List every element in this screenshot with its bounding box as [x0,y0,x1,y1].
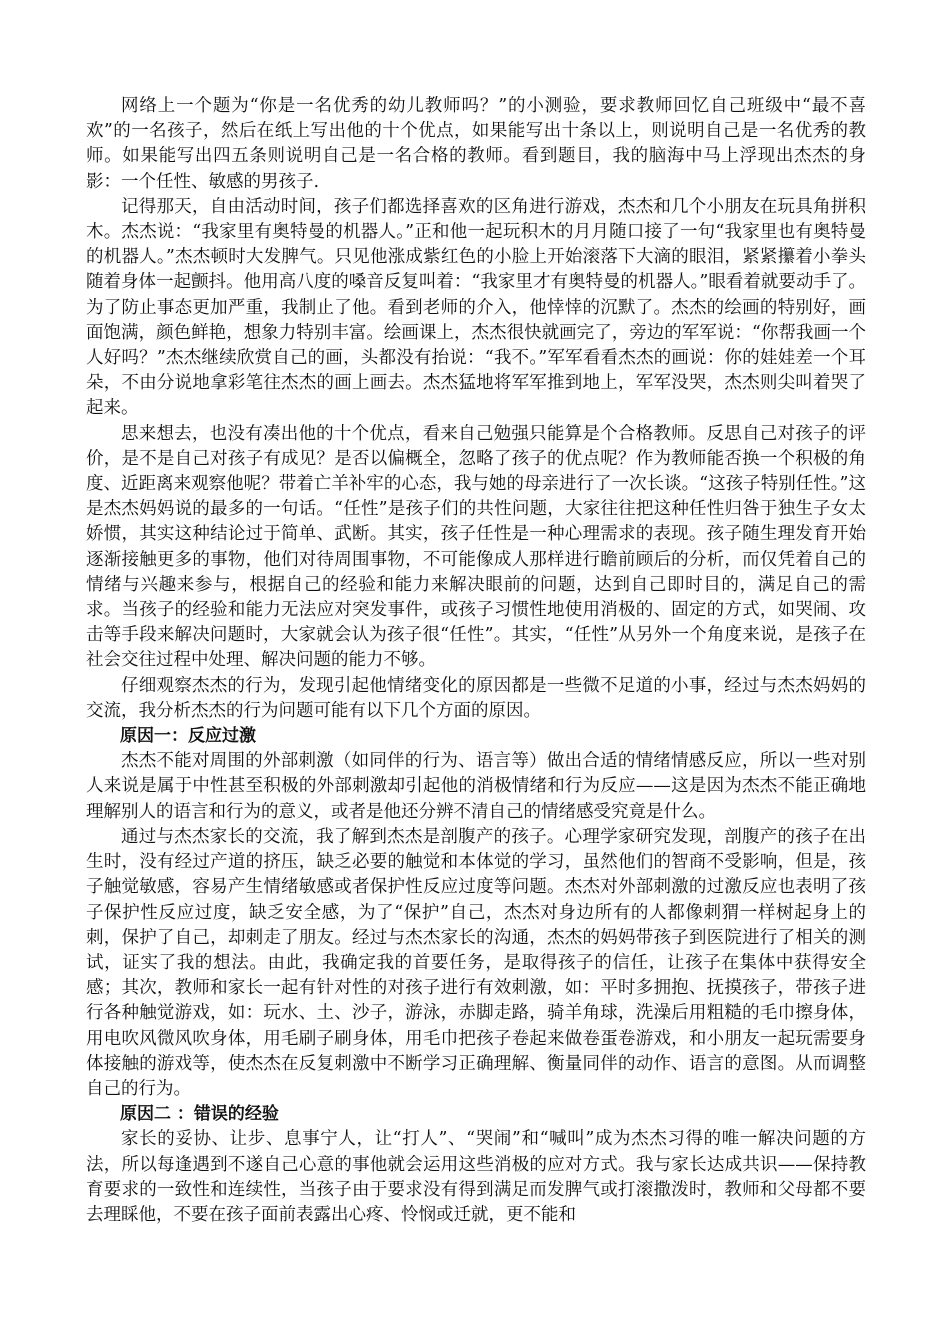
paragraph-reflection: 思来想去，也没有凑出他的十个优点，看来自己勉强只能算是个合格教师。反思自己对孩子的评价，是不是自己对孩子有成见？是否以偏概全，忽略了孩子的优点呢？作为教师能否换一个积极的角度、近距离来观察他呢？带着亡羊补牢的心态，我与她的母亲进行了一次长谈。“这孩子特别任性。”这是杰杰妈妈说的最多的一句话。“任性”是孩子们的共性问题，大家往往把这种任性归咎于独生子女太娇惯，其实这种结论过于简单、武断。其实，孩子任性是一种心理需求的表现。孩子随生理发育开始逐渐接触更多的事物，他们对待周围事物，不可能像成人那样进行瞻前顾后的分析，而仅凭着自己的情绪与兴趣来参与，根据自己的经验和能力来解决眼前的问题，达到自己即时目的，满足自己的需求。当孩子的经验和能力无法应对突发事件，或孩子习惯性地使用消极的、固定的方式，如哭闹、攻击等手段来解决问题时，大家就会认为孩子很“任性”。其实，“任性”从另外一个角度来说，是孩子在社会交往过程中处理、解决问题的能力不够。 [86,423,866,671]
paragraph-observation: 仔细观察杰杰的行为，发现引起他情绪变化的原因都是一些微不足道的小事，经过与杰杰妈妈的交流，我分析杰杰的行为问题可能有以下几个方面的原因。 [86,675,866,721]
paragraph-reason-one-analysis: 通过与杰杰家长的交流，我了解到杰杰是剖腹产的孩子。心理学家研究发现，剖腹产的孩子在出生时，没有经过产道的挤压，缺乏必要的触觉和本体觉的学习，虽然他们的智商不受影响，但是，孩子触觉敏感，容易产生情绪敏感或者保护性反应过度等问题。杰杰对外部刺激的过激反应也表明了孩子保护性反应过度，缺乏安全感，为了“保护”自己，杰杰对身边所有的人都像刺猬一样树起身上的刺，保护了自己，却刺走了朋友。经过与杰杰家长的沟通，杰杰的妈妈带孩子到医院进行了相关的测试，证实了我的想法。由此，我确定我的首要任务，是取得孩子的信任，让孩子在集体中获得安全感；其次，教师和家长一起有针对性的对孩子进行有效刺激，如：平时多拥抱、抚摸孩子，带孩子进行各种触觉游戏，如：玩水、土、沙子，游泳，赤脚走路，骑羊角球，洗澡后用粗糙的毛巾擦身体，用电吹风微风吹身体，用毛刷子刷身体，用毛巾把孩子卷起来做卷蛋卷游戏，和小朋友一起玩需要身体接触的游戏等，使杰杰在反复刺激中不断学习正确理解、衡量同伴的动作、语言的意图。从而调整自己的行为。 [86,826,866,1099]
paragraph-intro: 网络上一个题为“你是一名优秀的幼儿教师吗？”的小测验，要求教师回忆自己班级中“最不喜欢”的一名孩子，然后在纸上写出他的十个优点，如果能写出十条以上，则说明自己是一名优秀的教师。如果能写出四五条则说明自己是一名合格的教师。看到题目，我的脑海中马上浮现出杰杰的身影：一个任性、敏感的男孩子. [86,96,866,192]
paragraph-story: 记得那天，自由活动时间，孩子们都选择喜欢的区角进行游戏，杰杰和几个小朋友在玩具角拼积木。杰杰说：“我家里有奥特曼的机器人。”正和他一起玩积木的月月随口接了一句“我家里也有奥特曼的机器人。”杰杰顿时大发脾气。只见他涨成紫红色的小脸上开始滚落下大滴的眼泪，紧紧攥着小拳头随着身体一起颤抖。他用高八度的嗓音反复叫着：“我家里才有奥特曼的机器人。”眼看着就要动手了。为了防止事态更加严重，我制止了他。看到老师的介入，他悻悻的沉默了。杰杰的绘画的特别好，画面饱满，颜色鲜艳，想象力特别丰富。绘画课上，杰杰很快就画完了，旁边的军军说：“你帮我画一个人好吗？”杰杰继续欣赏自己的画，头都没有抬说：“我不。”军军看看杰杰的画说：你的娃娃差一个耳朵，不由分说地拿彩笔往杰杰的画上画去。杰杰猛地将军军推到地上，军军没哭，杰杰则尖叫着哭了起来。 [86,196,866,419]
section-heading-reason-one: 原因一：反应过激 [120,726,256,747]
paragraph-reason-two-description: 家长的妥协、让步、息事宁人，让“打人”、“哭闹”和“喊叫”成为杰杰习得的唯一解决问题的方法，所以每逢遇到不遂自己心意的事他就会运用这些消极的应对方式。我与家长达成共识——保持教育要求的一致性和连续性，当孩子由于要求没有得到满足而发脾气或打滚撒泼时，教师和父母都不要去理睬他，不要在孩子面前表露出心疼、怜悯或迁就，更不能和 [86,1129,866,1225]
section-heading-reason-two: 原因二 ：错误的经验 [120,1104,279,1125]
document-body [86,94,866,1228]
paragraph-reason-one-description: 杰杰不能对周围的外部刺激（如同伴的行为、语言等）做出合适的情绪情感反应，所以一些对别人来说是属于中性甚至积极的外部刺激却引起他的消极情绪和行为反应——这是因为杰杰不能正确地理解别人的语言和行为的意义，或者是他还分辨不清自己的情绪感受究竟是什么。 [86,751,866,822]
